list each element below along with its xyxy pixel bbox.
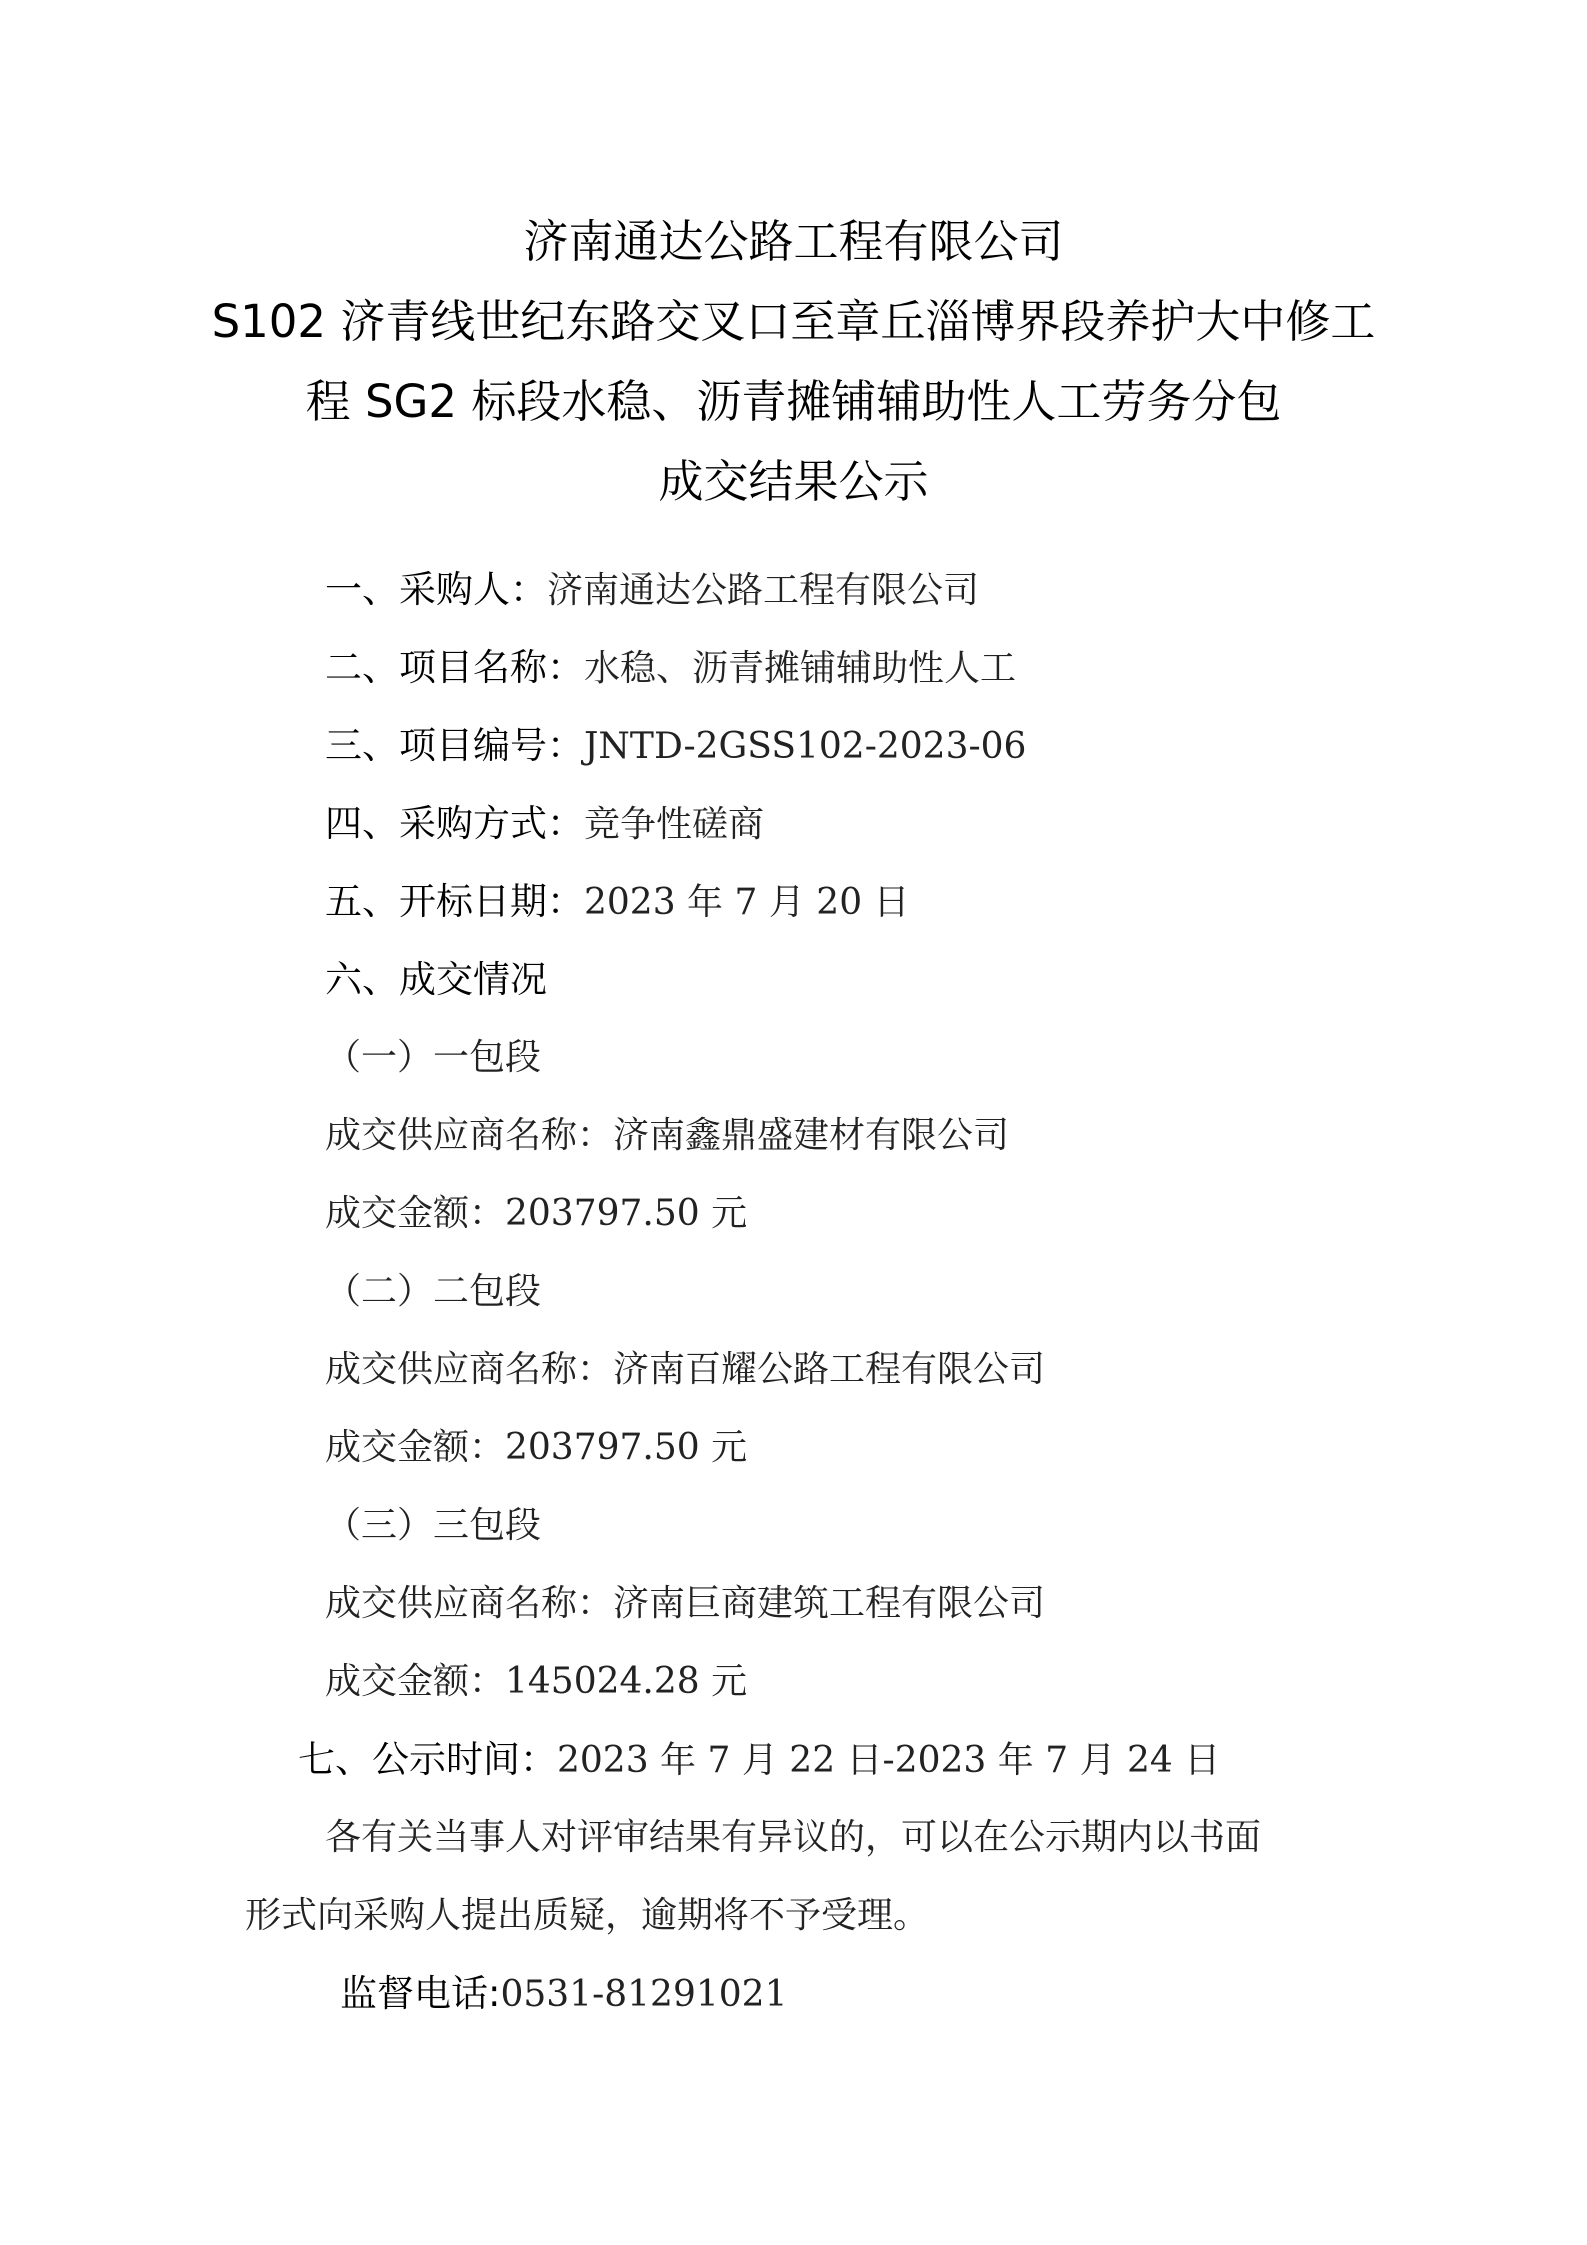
notice-period-value: 2023 年 7 月 22 日-2023 年 7 月 24 日 — [557, 1740, 1221, 1781]
project-name-label: 二、项目名称： — [325, 646, 584, 689]
notice-period-label: 七、公示时间： — [298, 1738, 557, 1781]
objection-text-line-2: 形式向采购人提出质疑，逾期将不予受理。 — [245, 1895, 930, 1936]
hotline-row — [340, 1969, 787, 2020]
open-date-label: 五、开标日期： — [325, 880, 584, 923]
lot-1-name: （一）一包段 — [325, 1037, 542, 1078]
procurement-method-row — [325, 799, 764, 850]
lot-2-amount: 成交金额：203797.50 元 — [325, 1427, 748, 1468]
lot-2-supplier: 成交供应商名称：济南百耀公路工程有限公司 — [325, 1349, 1046, 1390]
procurement-method-label: 四、采购方式： — [325, 802, 584, 845]
lot-3-name: （三）三包段 — [325, 1505, 542, 1546]
objection-text-line-1: 各有关当事人对评审结果有异议的，可以在公示期内以书面 — [325, 1817, 1262, 1858]
result-heading — [325, 955, 547, 1005]
lot-3-amount: 成交金额：145024.28 元 — [325, 1661, 748, 1702]
procurement-method-value: 竞争性磋商 — [584, 804, 765, 845]
project-name-row — [325, 643, 1016, 694]
hotline-value: 0531-81291021 — [500, 1974, 788, 2015]
open-date-row — [325, 877, 910, 928]
purchaser-label: 一、采购人： — [325, 568, 547, 611]
purchaser-value: 济南通达公路工程有限公司 — [547, 570, 980, 611]
project-number-value: JNTD-2GSS102-2023-06 — [584, 726, 1027, 767]
company-title: 济南通达公路工程有限公司 — [523, 215, 1064, 268]
project-number-row — [325, 721, 1026, 772]
lot-1-supplier: 成交供应商名称：济南鑫鼎盛建材有限公司 — [325, 1115, 1010, 1156]
project-number-label: 三、项目编号： — [325, 724, 584, 767]
lot-2-name: （二）二包段 — [325, 1271, 542, 1312]
project-title-line-1: S102 济青线世纪东路交叉口至章丘淄博界段养护大中修工 — [211, 295, 1376, 348]
project-title-line-2: 程 SG2 标段水稳、沥青摊铺辅助性人工劳务分包 — [305, 375, 1282, 428]
purchaser-row — [325, 565, 979, 616]
open-date-value: 2023 年 7 月 20 日 — [584, 882, 910, 923]
result-heading-text: 六、成交情况 — [325, 958, 547, 1001]
notice-period-row — [298, 1735, 1220, 1786]
hotline-label: 监督电话: — [340, 1972, 501, 2015]
project-name-value: 水稳、沥青摊铺辅助性人工 — [584, 648, 1017, 689]
document-heading: 成交结果公示 — [658, 455, 929, 508]
lot-3-supplier: 成交供应商名称：济南巨商建筑工程有限公司 — [325, 1583, 1046, 1624]
lot-1-amount: 成交金额：203797.50 元 — [325, 1193, 748, 1234]
